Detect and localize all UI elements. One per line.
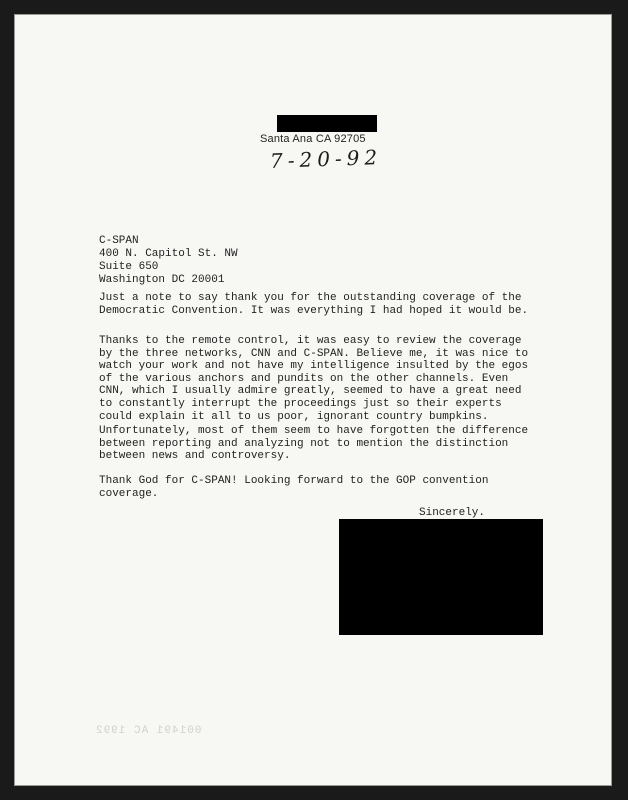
closing-salutation: Sincerely. <box>419 507 486 519</box>
paragraph-remote-control <box>99 335 599 423</box>
letter-page <box>14 14 612 786</box>
recipient-line: 400 N. Capitol St. NW <box>99 248 238 260</box>
text-line: by the three networks, CNN and C-SPAN. Believe me, it was nice to <box>99 347 529 360</box>
text-line: between reporting and analyzing not to mention the distinction <box>99 437 509 450</box>
text-line: Thanks to the remote control, it was easy to review the coverage <box>99 335 522 347</box>
text-line: of the various anchors and pundits on the other channels. Even <box>99 372 509 385</box>
text-line: to constantly interrupt the proceedings just so their experts <box>99 397 502 410</box>
text-line: coverage. <box>99 487 159 500</box>
paragraph-unfortunately <box>99 425 599 463</box>
redacted-signature <box>339 519 543 635</box>
text-line: CNN, which I usually admire greatly, seemed to have a great need <box>99 385 522 398</box>
text-line: between news and controversy. <box>99 450 291 463</box>
text-line: Unfortunately, most of them seem to have forgotten the difference <box>99 425 529 437</box>
text-line: could explain it all to us poor, ignorant country bumpkins. <box>99 410 489 423</box>
recipient-line: C-SPAN <box>99 235 139 247</box>
bleed-through-stamp: 001491 AC 1992 <box>95 725 202 737</box>
redacted-name-block <box>277 115 377 132</box>
recipient-line: Suite 650 <box>99 261 159 273</box>
text-line: Just a note to say thank you for the outstanding coverage of the <box>99 292 522 304</box>
paragraph-thank-god <box>99 475 599 500</box>
recipient-address <box>99 235 238 287</box>
recipient-line: Washington DC 20001 <box>99 274 225 286</box>
paragraph-thanks <box>99 292 599 317</box>
sender-city-line: Santa Ana CA 92705 <box>260 133 366 145</box>
text-line: Democratic Convention. It was everything I had hoped it would be. <box>99 304 529 317</box>
handwritten-date: 7-20-92 <box>269 145 383 173</box>
text-line: Thank God for C-SPAN! Looking forward to the GOP convention <box>99 475 489 487</box>
text-line: watch your work and not have my intelligence insulted by the egos <box>99 360 529 373</box>
